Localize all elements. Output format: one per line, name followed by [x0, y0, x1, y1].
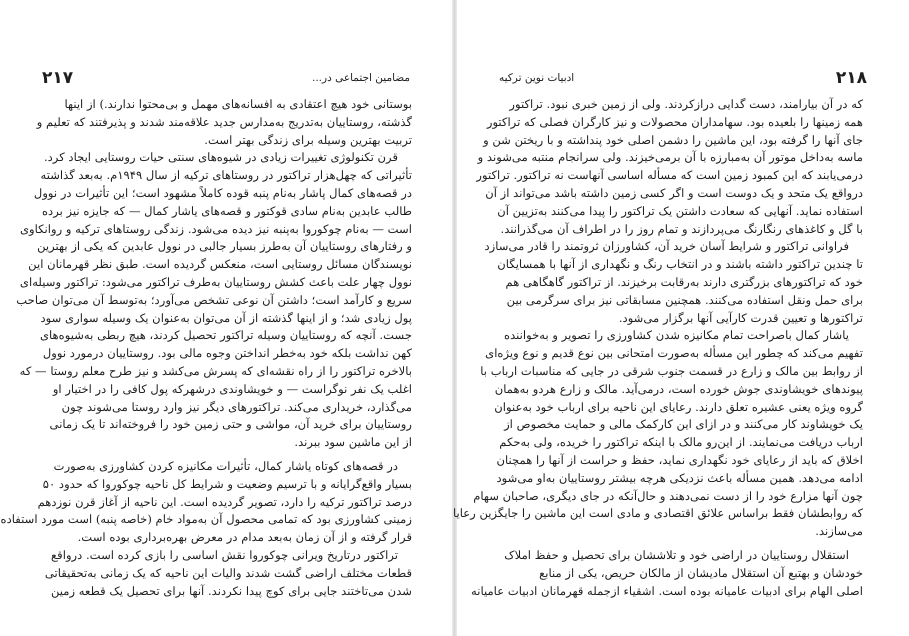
text-line: پیوندهای خویشاوندی جوش خورده است، درمی‌آید. مالک و زارع هردو به‌همان — [494, 381, 863, 396]
text-line: بوستانی خود هیچ اعتقادی به افسانه‌های مهمل و بی‌محتوا ندارند.) از اینها — [64, 97, 412, 111]
text-line: و رفتارهای روستاییان آن به‌طرز بسیار جالبی در نوول عابدین که یکی از بهترین — [37, 239, 412, 254]
text-line: نویسندگان مسائل روستایی است، منعکس گردیده است. طبق نظر قهرمانان این — [28, 257, 412, 272]
running-title: مضامین اجتماعی در... — [311, 72, 410, 84]
text-line: بالاخره تراکتور را از راه نقشه‌ای که پسرش می‌کشد و نیز طرح معلم روستا — که — [19, 363, 412, 378]
text-line: یاشار کمال باصراحت تمام مکانیزه شدن کشاورزی را تصویر و به‌خواننده — [504, 328, 849, 343]
text-line: از روابط بین مالک و زارع در قسمت جنوب شرقی در جایی که مناسبات ارباب با — [480, 363, 863, 378]
left-page-body — [0, 96, 412, 600]
text-line: نوول چهار علت باعث کشش روستاییان به‌طرف تراکتور می‌شود: تراکتور وسیله‌ای — [19, 274, 412, 289]
text-line: در قصه‌های کوتاه یاشار کمال، تأثیرات مکانیزه کردن کشاورزی به‌صورت — [53, 458, 398, 473]
text-line: قرار گرفته و از آن زمان به‌بعد مدام در معرض بهره‌برداری بوده است. — [77, 530, 412, 545]
text-line: اخلاق که باید از رعایای خود نگهداری نماید، حفظ و حراست از آنها را همچنان — [496, 452, 863, 467]
text-line: می‌گذارد، خریداری می‌کند. تراکتورهای دیگر نیز وارد روستا می‌شوند چون — [61, 399, 412, 414]
text-line: قرن تکنولوژی تغییرات زیادی در شیوه‌های سنتی حیات روستایی ایجاد کرد. — [43, 150, 398, 165]
text-line: گذشته، روستاییان به‌تدریج به‌مدارس جدید علاقه‌مند شدند و پذیرفتند که تعلیم و — [36, 114, 412, 129]
text-line: تراکتورها و تعیین قدرت کارآیی آنها برگزار می‌شود. — [618, 310, 863, 325]
text-line: می‌سازند. — [815, 524, 863, 539]
text-line: اغلب یک نفر نوگراست — و خویشاوندی درشهرکه پول کافی را در اختیار او — [52, 381, 412, 396]
text-line: همه زمینها را بلعیده بود. سهامداران محصولات و نیز کارگران فصلی که تراکتور — [486, 114, 863, 129]
left-page — [0, 0, 452, 636]
text-line: سریع و کارآمد است؛ داشتن آن نوعی تشخص می‌آورد؛ به‌توسط آن می‌توان صاحب — [16, 292, 412, 307]
text-line: در قصه‌های کمال پاشار به‌نام پنبه قوده کاملاً مشهود است؛ این تأثیرات در نوول — [33, 185, 412, 200]
text-line: طالب عابدین به‌نام سادی قوکتور و قصه‌های یاشار کمال — که جایزه نیز برده — [41, 203, 412, 218]
text-line: زمینی کشاورزی بود که تمامی محصول آن به‌مواد خام (خاصه پنبه) است مورد استفاده — [0, 512, 412, 527]
text-line: گروه ویژه یعنی عشیره تعلق دارند. رعایای این ناحیه برای ارباب خود به‌عنوان — [494, 399, 863, 414]
right-page — [452, 0, 909, 636]
text-line: تربیت بهترین وسیله برای زندگی بهتر است. — [204, 132, 412, 147]
text-line: خودشان و بهتبع آن استقلال مادیشان از مالکان حریص، یکی از منابع — [539, 565, 863, 580]
text-line: که روابطشان فقط براساس علائق اقتصادی و مادی است این ماشین را جایگزین رعایا — [452, 506, 863, 521]
right-page-body — [452, 96, 863, 600]
text-line: روستاییان برای خرید آن، مواشی و حتی زمین خود را فروخته‌اند تا یک زمانی — [49, 417, 412, 432]
text-line: تراکتور درتاریخ ویرانی چوکوروا نقش اساسی را بازی کرده است. درواقع — [51, 547, 398, 562]
text-line: است — به‌نام چوکوروا به‌پنبه نیز دیده می‌شود. زندگی روستاهای ترکیه و روانکاوی — [19, 221, 412, 236]
text-line: چون آنها مزارع خود را از دست نمی‌دهند و حال‌آنکه در جای دیگری، صاحبان سهام — [473, 488, 863, 503]
text-line: درواقع یک متحد و یک دوست است و اگر کسی زمین داشته باشد می‌تواند از آن — [485, 185, 863, 200]
text-line: خود که تراکتورهای بزرگتری دارند به‌رقابت برخیزند. از تراکتور گاهگاهی هم — [505, 274, 863, 289]
text-line: کهن نداشت بلکه خود به‌خطر انداختن وجوه مالی بود. روستاییان درمورد نوول — [42, 346, 412, 361]
text-line: برای حمل ونقل استفاده می‌کنند. همچنین مسابقاتی نیز برای سرگرمی بین — [506, 292, 863, 307]
text-line: پول زیادی شد؛ و از اینها گذشته از آن می‌توان به‌عنوان یک وسیله سواری سود — [40, 310, 412, 325]
running-title: ادبیات نوین ترکیه — [499, 72, 575, 84]
right-page-header — [499, 68, 867, 90]
text-line: شدن می‌تاختند جایی برای کوچ پیدا نکردند. آنها برای تحصیل یک قطعه زمین — [50, 583, 412, 598]
text-line: که در آن بیارامند، دست گدایی درازکردند. ولی از زمین خبری نبود. تراکتور — [509, 97, 863, 111]
text-line: بسیار واقع‌گرایانه و با ترسیم وضعیت و شرایط کل ناحیه چوکوروا که حدود ۵۰ — [42, 476, 412, 491]
text-line: درمی‌یابند که این کمبود زمین است که مسأله اساسی آنهاست نه تراکتور. تراکتور — [476, 168, 863, 183]
text-line: تأثیراتی که چهل‌هزار تراکتور در روستاهای ترکیه از سال ۱۹۴۹م. به‌بعد گذاشته — [40, 168, 412, 183]
text-line: فراوانی تراکتور و شرایط آسان خرید آن، کشاورزان ثروتمند را قادر می‌سازد — [484, 239, 849, 254]
text-line: جست. آنچه که روستاییان وسیله تراکتور تحصیل کردند، هیچ ربطی به‌شیوه‌های — [39, 328, 412, 343]
text-line: ادامه می‌دهد. همین مسأله باعث نزدیکی هرچه بیشتر روستاییان به‌او می‌شود — [496, 470, 863, 485]
text-line: استفاده نماید. آنهایی که سعادت داشتن یک تراکتور را پیدا می‌کنند به‌تزیین آن — [497, 203, 863, 218]
left-page-header — [42, 68, 410, 90]
text-line: استقلال روستاییان در اراضی خود و تلاششان برای تحصیل و حفظ املاک — [504, 547, 849, 562]
text-line: از این ماشین سود ببرند. — [294, 435, 412, 450]
text-line: قطعات مختلف اراضی گشت شدند والیات این ناحیه که یک زمانی به‌تحقیقاتی — [44, 565, 412, 580]
text-line: تا چندین تراکتور داشته باشند و در انتخاب رنگ و نگهداری از آنها با همسایگان — [497, 257, 863, 272]
text-line: با گل و کاغذهای رنگارنگ می‌پردازند و تمام روز را در اطراف آن می‌گذرانند. — [500, 221, 863, 236]
page-number: ۲۱۷ — [42, 68, 74, 88]
text-line: ارباب دریافت می‌نمایند. از این‌رو مالک با اینکه تراکتور را خریده، ولی به‌حکم — [499, 435, 863, 450]
page-number: ۲۱۸ — [835, 68, 867, 88]
text-line: اصلی الهام برای ادبیات عامیانه بوده است. اشقیاء ازجمله قهرمانان ادبیات عامیانه — [471, 583, 863, 598]
text-line: جای آنها را گرفته بود، این ماشین را دشمن اصلی خود پنداشته و با ریختن شن و — [483, 132, 863, 147]
text-line: ماسه به‌داخل موتور آن به‌مبارزه با آن برمی‌خیزند. ولی سرانجام منتبه می‌شوند و — [477, 150, 863, 165]
text-line: یک خویشاوند کار می‌کنند و در ازای این کارکمک مالی و حمایت مخصوص از — [504, 417, 863, 432]
text-line: درصد تراکتور ترکیه را دارد، تصویر گردیده است. این ناحیه از آغاز قرن نوزدهم — [37, 494, 412, 509]
text-line: تفهیم می‌کند که چطور این مسأله به‌صورت امتحانی بین نوع قدیم و نوع ویژه‌ای — [485, 346, 863, 361]
